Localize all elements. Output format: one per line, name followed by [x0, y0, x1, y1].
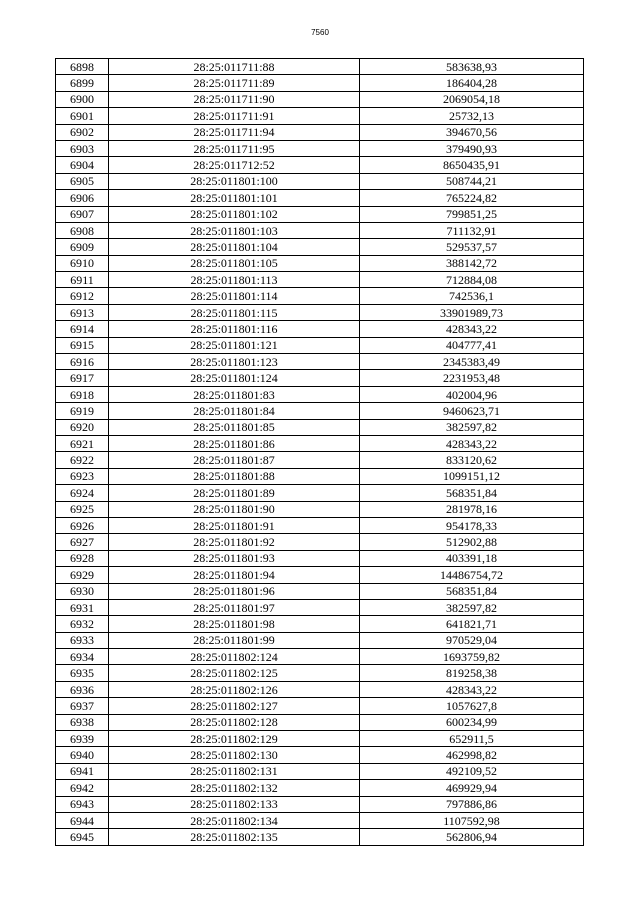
cadastral-value-cell: 388142,72: [360, 255, 584, 271]
table-row: [56, 255, 584, 271]
row-number-cell: 6905: [56, 173, 109, 189]
table-row: [56, 386, 584, 402]
row-number-cell: 6902: [56, 124, 109, 140]
cadastral-number-cell: 28:25:011711:91: [109, 108, 360, 124]
row-number-cell: 6914: [56, 321, 109, 337]
row-number-cell: 6939: [56, 731, 109, 747]
cadastral-value-cell: 33901989,73: [360, 304, 584, 320]
cadastral-number-cell: 28:25:011801:115: [109, 304, 360, 320]
row-number-cell: 6937: [56, 698, 109, 714]
table-row: [56, 714, 584, 730]
cadastral-number-cell: 28:25:011801:85: [109, 419, 360, 435]
row-number-cell: 6906: [56, 190, 109, 206]
table-row: [56, 75, 584, 91]
cadastral-number-cell: 28:25:011711:94: [109, 124, 360, 140]
row-number-cell: 6929: [56, 567, 109, 583]
table-row: [56, 403, 584, 419]
table-row: [56, 763, 584, 779]
table-row: [56, 583, 584, 599]
cadastral-value-cell: 583638,93: [360, 59, 584, 75]
cadastral-value-cell: 9460623,71: [360, 403, 584, 419]
row-number-cell: 6916: [56, 354, 109, 370]
cadastral-value-cell: 469929,94: [360, 780, 584, 796]
cadastral-value-cell: 402004,96: [360, 386, 584, 402]
cadastral-value-cell: 428343,22: [360, 321, 584, 337]
row-number-cell: 6940: [56, 747, 109, 763]
table-row: [56, 550, 584, 566]
cadastral-number-cell: 28:25:011711:89: [109, 75, 360, 91]
cadastral-number-cell: 28:25:011801:89: [109, 485, 360, 501]
row-number-cell: 6907: [56, 206, 109, 222]
row-number-cell: 6909: [56, 239, 109, 255]
row-number-cell: 6898: [56, 59, 109, 75]
table-row: [56, 59, 584, 75]
cadastral-value-cell: 512902,88: [360, 534, 584, 550]
row-number-cell: 6911: [56, 272, 109, 288]
table-row: [56, 239, 584, 255]
cadastral-number-cell: 28:25:011802:135: [109, 829, 360, 845]
row-number-cell: 6942: [56, 780, 109, 796]
cadastral-number-cell: 28:25:011801:93: [109, 550, 360, 566]
cadastral-number-cell: 28:25:011711:88: [109, 59, 360, 75]
cadastral-value-cell: 641821,71: [360, 616, 584, 632]
cadastral-number-cell: 28:25:011801:91: [109, 517, 360, 533]
row-number-cell: 6917: [56, 370, 109, 386]
table-row: [56, 206, 584, 222]
cadastral-number-cell: 28:25:011801:104: [109, 239, 360, 255]
row-number-cell: 6925: [56, 501, 109, 517]
cadastral-number-cell: 28:25:011801:88: [109, 468, 360, 484]
table-row: [56, 649, 584, 665]
cadastral-number-cell: 28:25:011802:134: [109, 812, 360, 828]
cadastral-number-cell: 28:25:011801:98: [109, 616, 360, 632]
row-number-cell: 6913: [56, 304, 109, 320]
table-row: [56, 665, 584, 681]
cadastral-number-cell: 28:25:011801:92: [109, 534, 360, 550]
table-row: [56, 288, 584, 304]
table-row: [56, 435, 584, 451]
table-row: [56, 599, 584, 615]
cadastral-value-cell: 652911,5: [360, 731, 584, 747]
row-number-cell: 6919: [56, 403, 109, 419]
cadastral-value-cell: 742536,1: [360, 288, 584, 304]
cadastral-value-cell: 462998,82: [360, 747, 584, 763]
row-number-cell: 6918: [56, 386, 109, 402]
row-number-cell: 6935: [56, 665, 109, 681]
cadastral-number-cell: 28:25:011802:130: [109, 747, 360, 763]
cadastral-value-cell: 833120,62: [360, 452, 584, 468]
cadastral-value-cell: 382597,82: [360, 599, 584, 615]
table-row: [56, 681, 584, 697]
cadastral-value-cell: 394670,56: [360, 124, 584, 140]
cadastral-value-table: [55, 58, 584, 846]
cadastral-number-cell: 28:25:011802:131: [109, 763, 360, 779]
cadastral-value-cell: 428343,22: [360, 681, 584, 697]
table-row: [56, 370, 584, 386]
cadastral-number-cell: 28:25:011801:84: [109, 403, 360, 419]
cadastral-value-cell: 492109,52: [360, 763, 584, 779]
row-number-cell: 6910: [56, 255, 109, 271]
row-number-cell: 6936: [56, 681, 109, 697]
cadastral-value-cell: 428343,22: [360, 435, 584, 451]
cadastral-value-cell: 14486754,72: [360, 567, 584, 583]
row-number-cell: 6945: [56, 829, 109, 845]
cadastral-value-cell: 568351,84: [360, 485, 584, 501]
table-row: [56, 698, 584, 714]
table-row: [56, 468, 584, 484]
cadastral-value-cell: 508744,21: [360, 173, 584, 189]
cadastral-value-cell: 712884,08: [360, 272, 584, 288]
row-number-cell: 6927: [56, 534, 109, 550]
table-row: [56, 829, 584, 845]
cadastral-value-cell: 765224,82: [360, 190, 584, 206]
cadastral-value-cell: 711132,91: [360, 222, 584, 238]
row-number-cell: 6933: [56, 632, 109, 648]
cadastral-value-cell: 382597,82: [360, 419, 584, 435]
cadastral-value-cell: 797886,86: [360, 796, 584, 812]
cadastral-number-cell: 28:25:011801:96: [109, 583, 360, 599]
cadastral-number-cell: 28:25:011711:90: [109, 91, 360, 107]
cadastral-number-cell: 28:25:011801:94: [109, 567, 360, 583]
cadastral-value-cell: 562806,94: [360, 829, 584, 845]
table-row: [56, 501, 584, 517]
cadastral-number-cell: 28:25:011802:129: [109, 731, 360, 747]
cadastral-number-cell: 28:25:011801:103: [109, 222, 360, 238]
table-row: [56, 190, 584, 206]
table-row: [56, 272, 584, 288]
row-number-cell: 6921: [56, 435, 109, 451]
cadastral-number-cell: 28:25:011712:52: [109, 157, 360, 173]
row-number-cell: 6928: [56, 550, 109, 566]
table-row: [56, 124, 584, 140]
cadastral-value-cell: 8650435,91: [360, 157, 584, 173]
row-number-cell: 6901: [56, 108, 109, 124]
row-number-cell: 6922: [56, 452, 109, 468]
cadastral-number-cell: 28:25:011801:123: [109, 354, 360, 370]
cadastral-value-cell: 1693759,82: [360, 649, 584, 665]
cadastral-number-cell: 28:25:011801:97: [109, 599, 360, 615]
table-body: [56, 59, 584, 846]
table-row: [56, 632, 584, 648]
table-row: [56, 157, 584, 173]
row-number-cell: 6924: [56, 485, 109, 501]
cadastral-value-cell: 1107592,98: [360, 812, 584, 828]
table-row: [56, 173, 584, 189]
table-row: [56, 567, 584, 583]
cadastral-value-cell: 2345383,49: [360, 354, 584, 370]
cadastral-number-cell: 28:25:011801:101: [109, 190, 360, 206]
cadastral-value-cell: 281978,16: [360, 501, 584, 517]
cadastral-number-cell: 28:25:011801:114: [109, 288, 360, 304]
row-number-cell: 6926: [56, 517, 109, 533]
cadastral-number-cell: 28:25:011801:86: [109, 435, 360, 451]
row-number-cell: 6930: [56, 583, 109, 599]
row-number-cell: 6944: [56, 812, 109, 828]
row-number-cell: 6904: [56, 157, 109, 173]
table-row: [56, 616, 584, 632]
cadastral-number-cell: 28:25:011801:121: [109, 337, 360, 353]
cadastral-number-cell: 28:25:011801:83: [109, 386, 360, 402]
cadastral-value-cell: 568351,84: [360, 583, 584, 599]
row-number-cell: 6931: [56, 599, 109, 615]
cadastral-number-cell: 28:25:011802:126: [109, 681, 360, 697]
row-number-cell: 6899: [56, 75, 109, 91]
table-row: [56, 108, 584, 124]
cadastral-value-cell: 403391,18: [360, 550, 584, 566]
cadastral-number-cell: 28:25:011801:102: [109, 206, 360, 222]
cadastral-value-cell: 600234,99: [360, 714, 584, 730]
table-row: [56, 419, 584, 435]
cadastral-value-cell: 186404,28: [360, 75, 584, 91]
cadastral-number-cell: 28:25:011711:95: [109, 140, 360, 156]
table-row: [56, 517, 584, 533]
row-number-cell: 6915: [56, 337, 109, 353]
cadastral-value-cell: 954178,33: [360, 517, 584, 533]
table-row: [56, 485, 584, 501]
table-row: [56, 304, 584, 320]
cadastral-number-cell: 28:25:011801:113: [109, 272, 360, 288]
table-row: [56, 222, 584, 238]
table-row: [56, 747, 584, 763]
cadastral-number-cell: 28:25:011801:100: [109, 173, 360, 189]
cadastral-number-cell: 28:25:011802:128: [109, 714, 360, 730]
page-number: 7560: [311, 28, 329, 37]
table-row: [56, 731, 584, 747]
cadastral-value-cell: 970529,04: [360, 632, 584, 648]
row-number-cell: 6920: [56, 419, 109, 435]
table-row: [56, 337, 584, 353]
cadastral-number-cell: 28:25:011802:127: [109, 698, 360, 714]
cadastral-value-cell: 819258,38: [360, 665, 584, 681]
cadastral-number-cell: 28:25:011801:105: [109, 255, 360, 271]
cadastral-value-cell: 529537,57: [360, 239, 584, 255]
table-row: [56, 321, 584, 337]
cadastral-number-cell: 28:25:011802:132: [109, 780, 360, 796]
cadastral-number-cell: 28:25:011801:116: [109, 321, 360, 337]
table-row: [56, 91, 584, 107]
cadastral-number-cell: 28:25:011802:125: [109, 665, 360, 681]
row-number-cell: 6938: [56, 714, 109, 730]
cadastral-value-cell: 2231953,48: [360, 370, 584, 386]
row-number-cell: 6908: [56, 222, 109, 238]
cadastral-value-cell: 379490,93: [360, 140, 584, 156]
table-row: [56, 452, 584, 468]
cadastral-value-cell: 404777,41: [360, 337, 584, 353]
cadastral-number-cell: 28:25:011801:124: [109, 370, 360, 386]
cadastral-number-cell: 28:25:011801:99: [109, 632, 360, 648]
table-row: [56, 780, 584, 796]
row-number-cell: 6943: [56, 796, 109, 812]
row-number-cell: 6923: [56, 468, 109, 484]
table-row: [56, 812, 584, 828]
cadastral-number-cell: 28:25:011801:87: [109, 452, 360, 468]
table-row: [56, 354, 584, 370]
cadastral-number-cell: 28:25:011801:90: [109, 501, 360, 517]
cadastral-value-cell: 799851,25: [360, 206, 584, 222]
cadastral-value-cell: 2069054,18: [360, 91, 584, 107]
row-number-cell: 6941: [56, 763, 109, 779]
row-number-cell: 6912: [56, 288, 109, 304]
table-row: [56, 534, 584, 550]
cadastral-value-cell: 1057627,8: [360, 698, 584, 714]
table-row: [56, 140, 584, 156]
row-number-cell: 6932: [56, 616, 109, 632]
row-number-cell: 6900: [56, 91, 109, 107]
cadastral-number-cell: 28:25:011802:133: [109, 796, 360, 812]
row-number-cell: 6934: [56, 649, 109, 665]
table-row: [56, 796, 584, 812]
cadastral-number-cell: 28:25:011802:124: [109, 649, 360, 665]
row-number-cell: 6903: [56, 140, 109, 156]
cadastral-value-cell: 25732,13: [360, 108, 584, 124]
cadastral-value-cell: 1099151,12: [360, 468, 584, 484]
